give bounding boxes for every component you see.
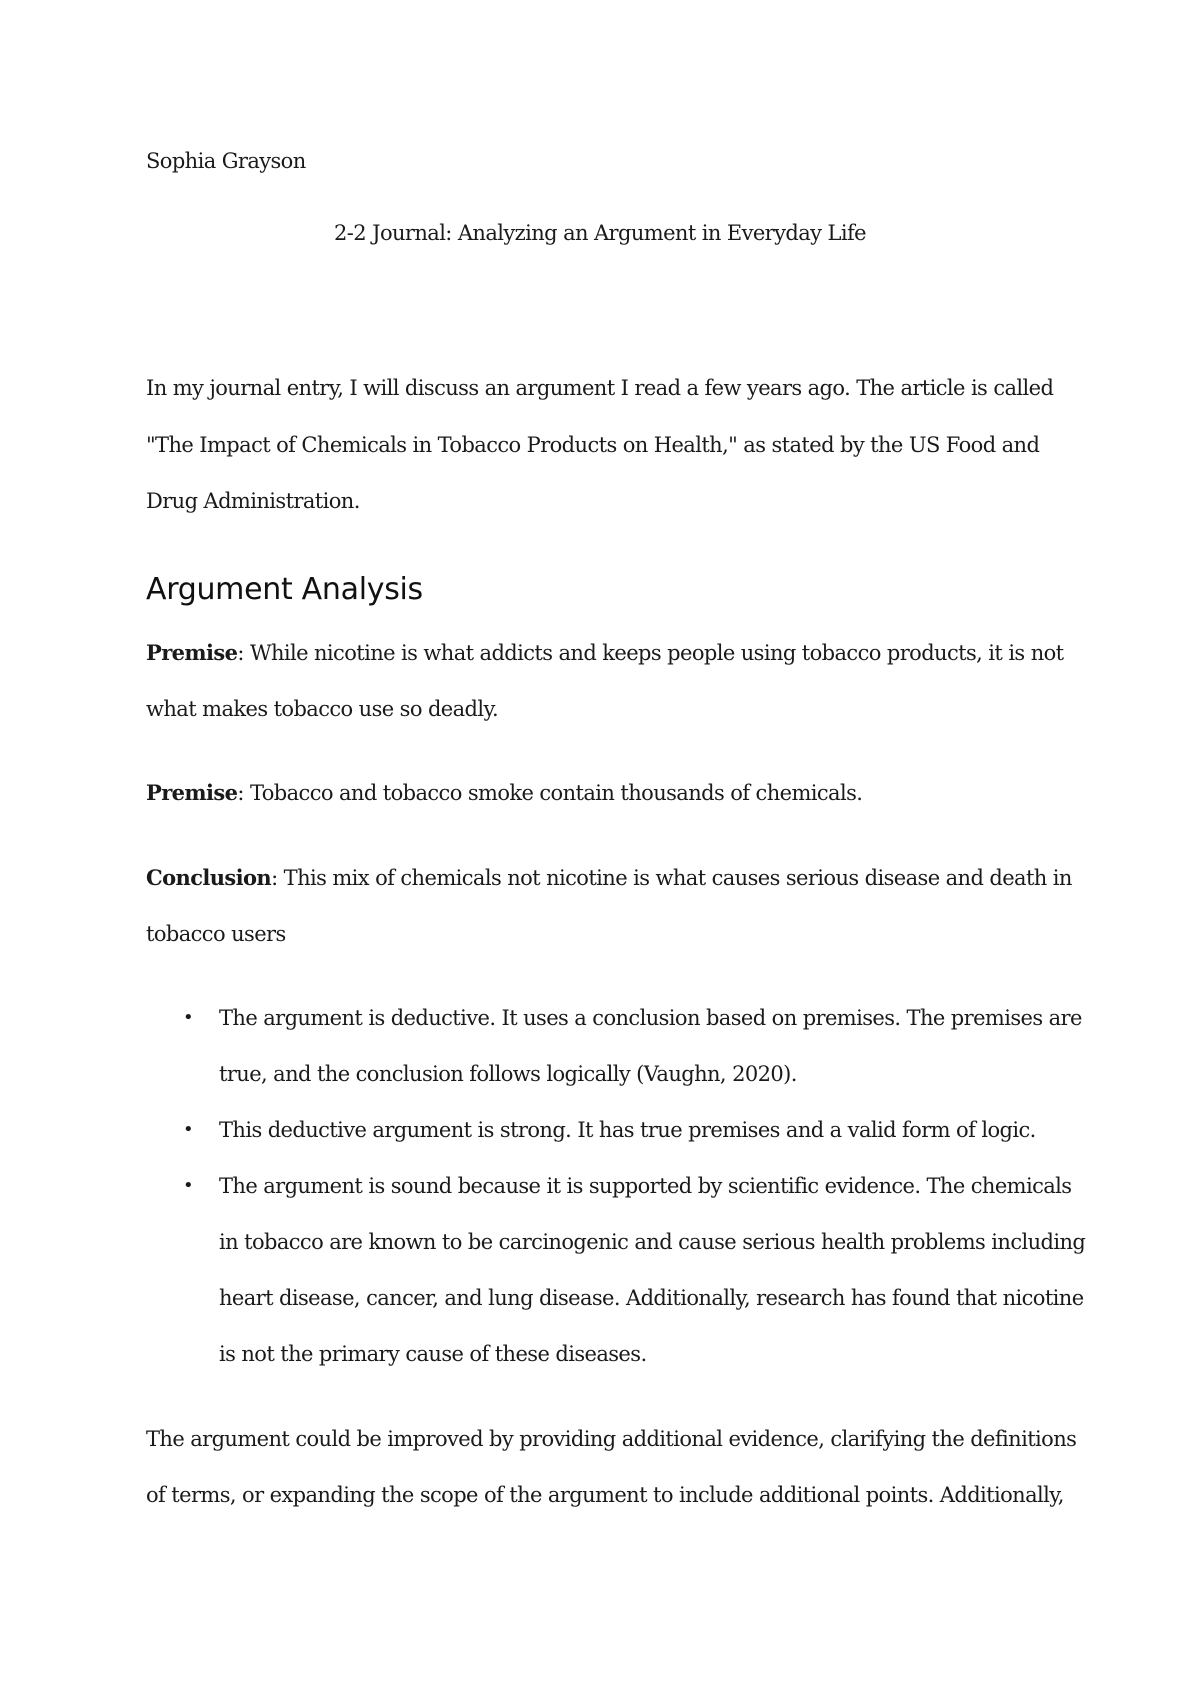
intro-line-1: In my journal entry, I will discuss an argument I read a few years ago. The article is called [146,376,1054,400]
bullet-3-line-4: is not the primary cause of these diseases. [219,1342,647,1366]
conclusion-text: : This mix of chemicals not nicotine is what causes serious disease and death in [271,866,1072,890]
bullet-1-line-2: true, and the conclusion follows logically (Vaughn, 2020). [219,1062,797,1086]
bullet-3-line-1: The argument is sound because it is supported by scientific evidence. The chemicals [219,1174,1072,1198]
closing-line-1: The argument could be improved by providing additional evidence, clarifying the definitions [146,1427,1077,1451]
bullet-marker-2: • [183,1119,194,1140]
conclusion-label: Conclusion [146,865,272,890]
premise-2-line-1 [146,778,862,808]
bullet-marker-3: • [183,1175,194,1196]
intro-line-3: Drug Administration. [146,489,360,513]
section-heading: Argument Analysis [146,572,423,607]
premise-1-text: : While nicotine is what addicts and keeps people using tobacco products, it is not [237,641,1064,665]
bullet-3-line-2: in tobacco are known to be carcinogenic and cause serious health problems including [219,1230,1086,1254]
intro-line-2: "The Impact of Chemicals in Tobacco Products on Health," as stated by the US Food and [146,433,1040,457]
document-title: 2-2 Journal: Analyzing an Argument in Everyday Life [334,221,866,245]
conclusion-line-1 [146,863,1072,893]
premise-2-label: Premise [146,780,238,805]
premise-1-line-2: what makes tobacco use so deadly. [146,697,499,721]
closing-line-2: of terms, or expanding the scope of the argument to include additional points. Additionally, [146,1483,1064,1507]
premise-1-label: Premise [146,640,238,665]
author-name: Sophia Grayson [146,149,306,173]
premise-2-text: : Tobacco and tobacco smoke contain thousands of chemicals. [237,781,863,805]
bullet-marker-1: • [183,1007,194,1028]
premise-1-line-1 [146,638,1064,668]
conclusion-line-2: tobacco users [146,922,286,946]
bullet-3-line-3: heart disease, cancer, and lung disease. Additionally, research has found that nicotine [219,1286,1084,1310]
bullet-2-line-1: This deductive argument is strong. It has true premises and a valid form of logic. [219,1118,1036,1142]
bullet-1-line-1: The argument is deductive. It uses a conclusion based on premises. The premises are [219,1006,1082,1030]
